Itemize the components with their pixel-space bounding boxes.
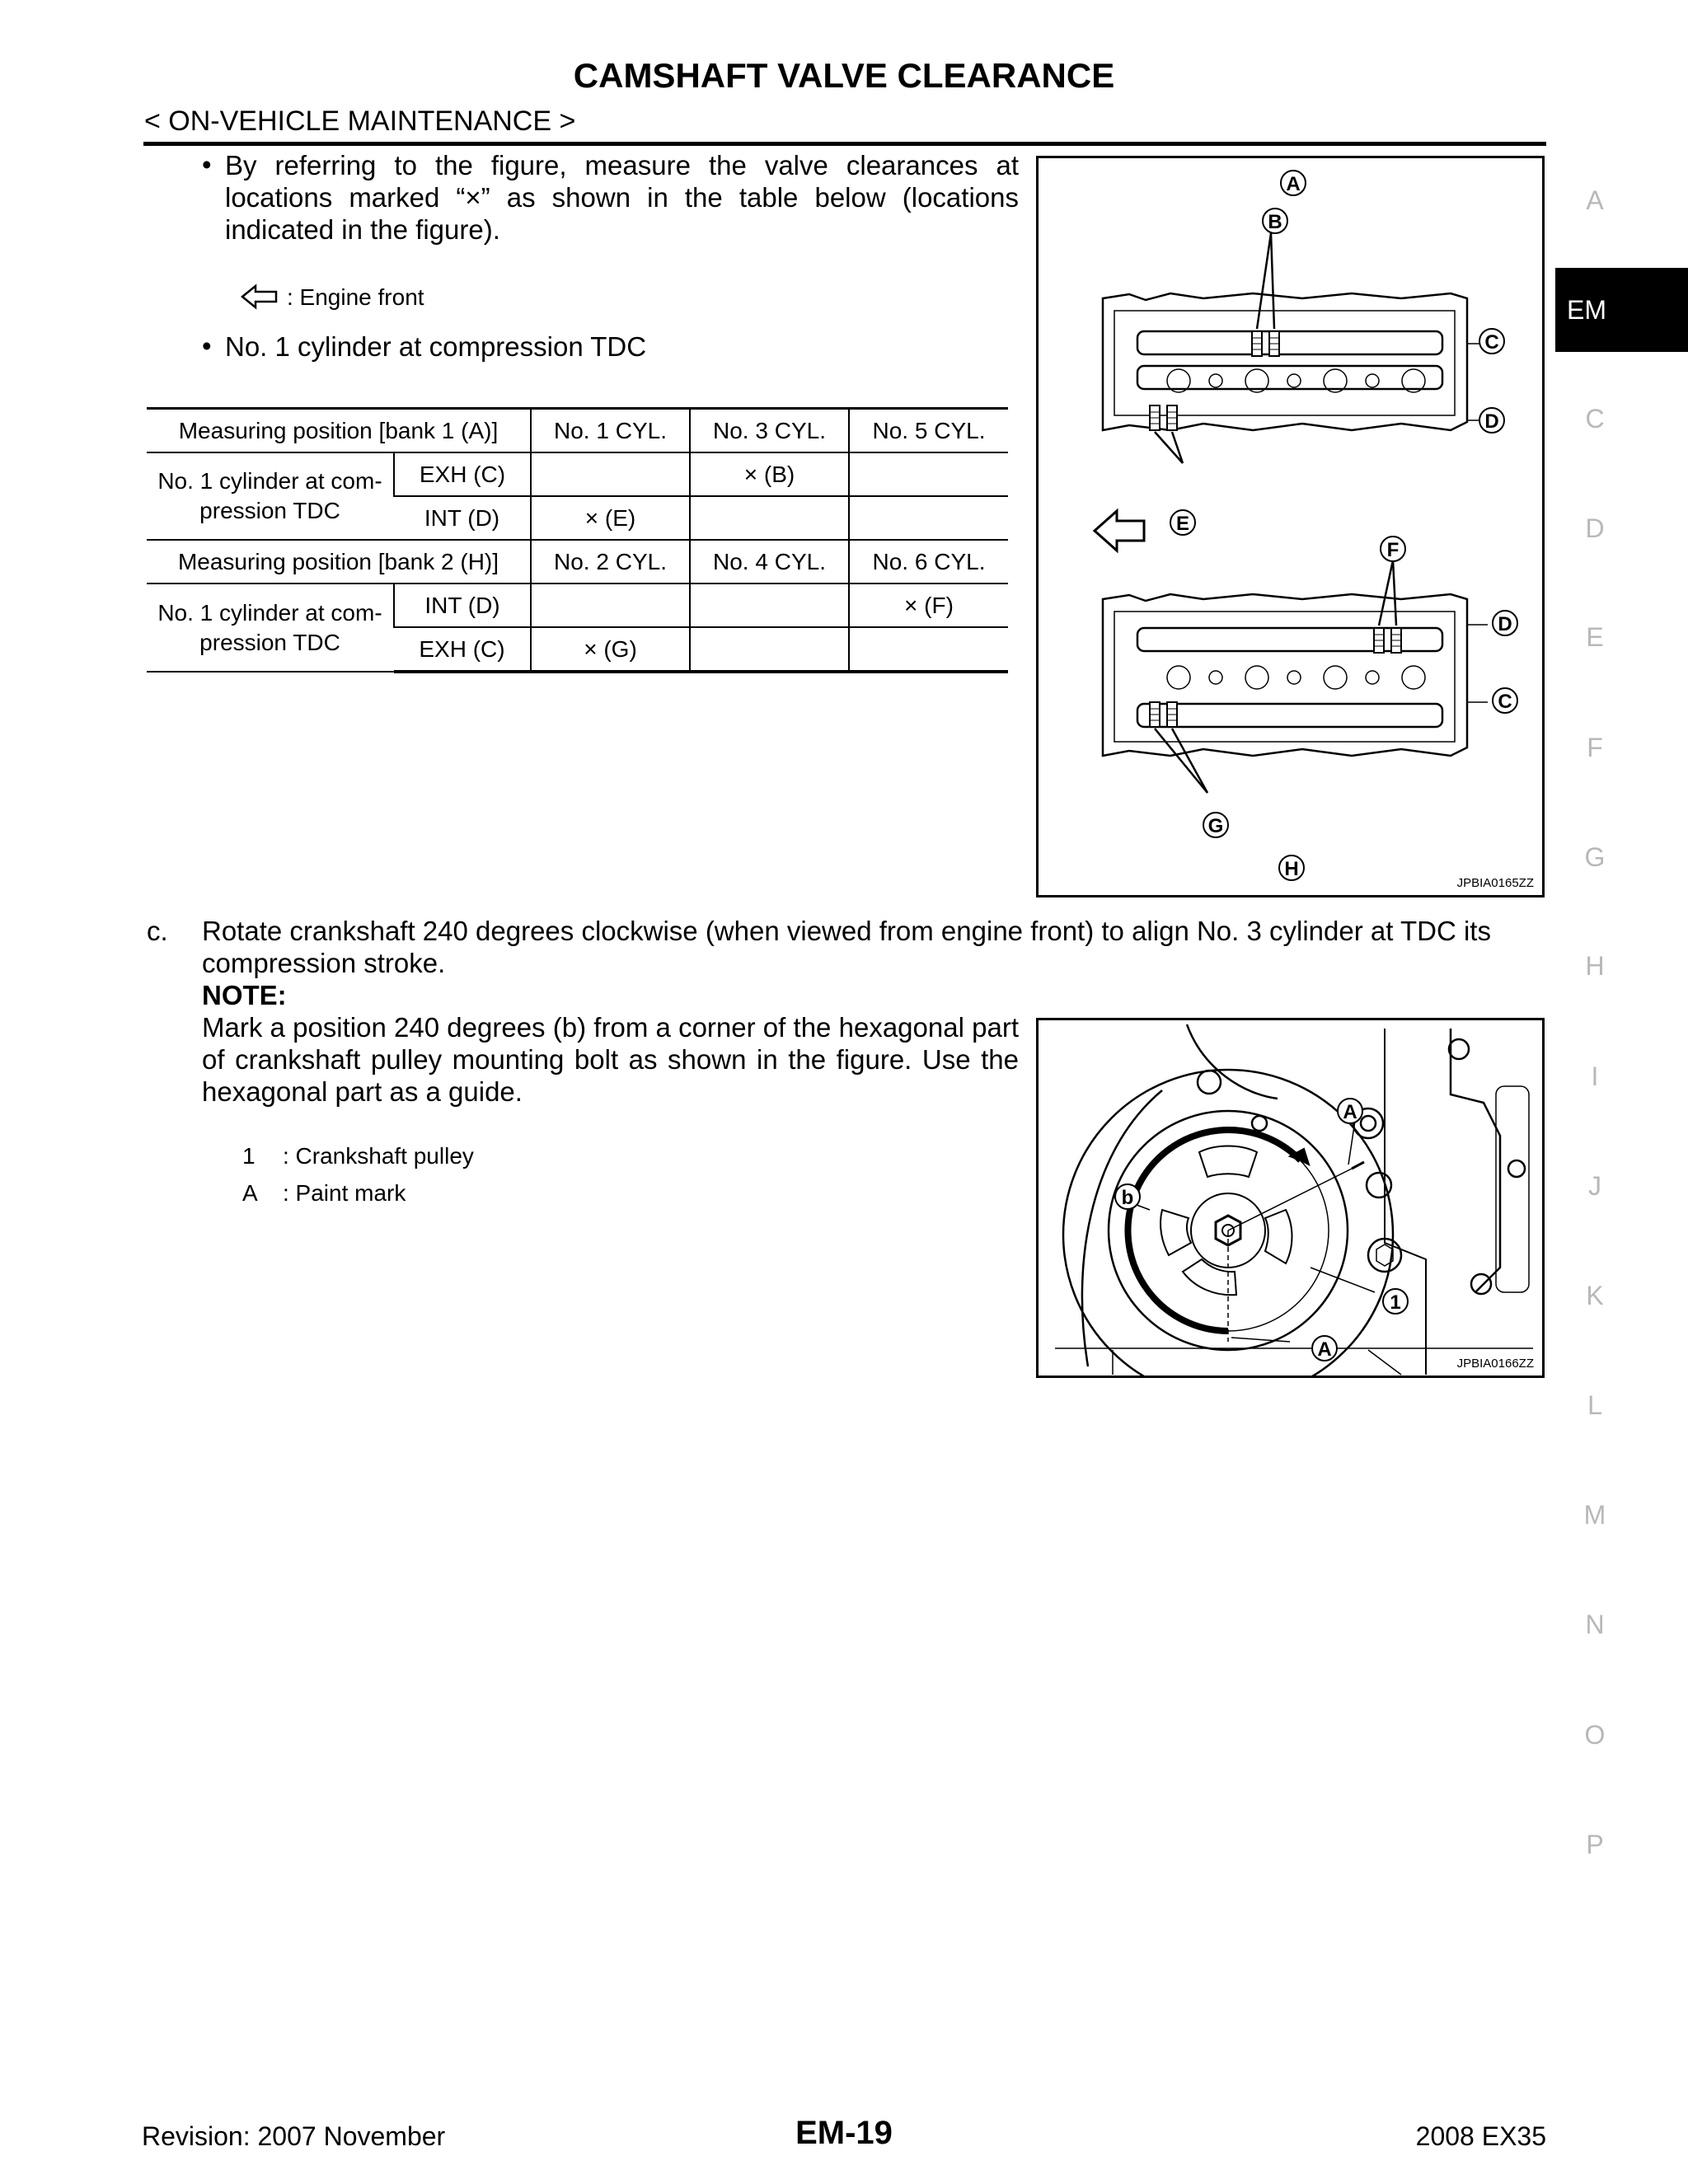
svg-text:1: 1 — [1390, 1291, 1401, 1314]
table-header-row — [147, 409, 1008, 453]
side-index-o[interactable]: O — [1584, 1720, 1606, 1750]
footer-model: 2008 EX35 — [1415, 2121, 1546, 2151]
callout-b — [1263, 209, 1287, 233]
side-index-n[interactable]: N — [1585, 1610, 1605, 1639]
side-index-d[interactable]: D — [1585, 513, 1605, 543]
callout-h — [1279, 855, 1304, 880]
table-cell — [849, 452, 1008, 496]
table-header-cell: No. 4 CYL. — [690, 540, 849, 583]
side-index-em-active[interactable]: EM — [1555, 268, 1688, 352]
side-index-l[interactable]: L — [1587, 1390, 1602, 1420]
svg-text:A: A — [1286, 173, 1301, 195]
callout-angle-b — [1115, 1184, 1140, 1209]
bullet-marker: • — [202, 330, 212, 361]
callout-c-2 — [1493, 688, 1517, 713]
callout-a — [1281, 171, 1306, 195]
table-row — [147, 452, 1008, 496]
callout-c — [1479, 329, 1504, 354]
note-label: NOTE: — [202, 980, 287, 1010]
callout-d-2 — [1493, 611, 1517, 635]
side-index-g[interactable]: G — [1584, 842, 1606, 872]
step-c-text: Rotate crankshaft 240 degrees clockwise (when viewed from engine front) to align No. 3 cylinder at TDC its compression stroke. — [202, 916, 1491, 978]
side-index-h[interactable]: H — [1585, 951, 1605, 981]
step-c-marker: c. — [147, 916, 168, 946]
table-cell — [531, 452, 690, 496]
table-header-row — [147, 540, 1008, 583]
footer-revision: Revision: 2007 November — [142, 2121, 446, 2151]
svg-text:D: D — [1498, 613, 1512, 635]
svg-text:C: C — [1498, 691, 1512, 713]
side-index-a[interactable]: A — [1586, 185, 1604, 215]
cylinder-head-figure — [1036, 156, 1545, 898]
bullet-marker: • — [202, 149, 212, 180]
side-index-j[interactable]: J — [1588, 1171, 1601, 1201]
engine-front-arrow-icon — [241, 284, 279, 310]
table-cell — [690, 583, 849, 627]
figure1-callouts — [1170, 171, 1517, 880]
svg-text:F: F — [1386, 539, 1400, 561]
valve-clearance-table — [147, 407, 1008, 673]
note-text: Mark a position 240 degrees (b) from a corner of the hexagonal part of crankshaft pulley mounting bolt as shown in the figure. Use the hexagonal part as a guide. — [202, 1012, 1019, 1107]
callout-g — [1203, 813, 1228, 837]
svg-text:A: A — [1317, 1338, 1332, 1361]
table-cell — [690, 496, 849, 540]
table-cell: × (F) — [849, 583, 1008, 627]
figure1-id: JPBIA0165ZZ — [1456, 876, 1534, 890]
legend-key: A — [242, 1180, 258, 1206]
table-header-cell: Measuring position [bank 1 (A)] — [147, 409, 531, 453]
side-index-c[interactable]: C — [1585, 404, 1605, 434]
svg-text:H: H — [1284, 858, 1299, 880]
table-cell — [849, 496, 1008, 540]
table-row — [147, 583, 1008, 627]
side-index-i[interactable]: I — [1591, 1062, 1599, 1091]
table-header-cell: No. 6 CYL. — [849, 540, 1008, 583]
svg-text:A: A — [1343, 1101, 1357, 1123]
svg-text:b: b — [1121, 1187, 1134, 1209]
figure2-id: JPBIA0166ZZ — [1456, 1357, 1534, 1371]
side-index-k[interactable]: K — [1586, 1281, 1604, 1310]
side-index-p[interactable]: P — [1586, 1830, 1604, 1859]
table-cell: EXH (C) — [394, 452, 531, 496]
table-row-label: No. 1 cylinder at com-pression TDC — [147, 452, 394, 540]
side-index-e[interactable]: E — [1586, 622, 1604, 652]
table-cell: EXH (C) — [394, 627, 531, 672]
table-cell: × (E) — [531, 496, 690, 540]
table-header-cell: Measuring position [bank 2 (H)] — [147, 540, 531, 583]
callout-pulley-1 — [1383, 1289, 1408, 1314]
callout-paint-mark-a-2 — [1312, 1336, 1337, 1361]
table-header-cell: No. 2 CYL. — [531, 540, 690, 583]
table-cell: × (B) — [690, 452, 849, 496]
section-breadcrumb: < ON-VEHICLE MAINTENANCE > — [144, 105, 576, 137]
table-cell: INT (D) — [394, 496, 531, 540]
legend-value: : Crankshaft pulley — [283, 1143, 474, 1169]
table-row-label: No. 1 cylinder at com-pression TDC — [147, 583, 394, 672]
cylinder-head-diagram — [1039, 158, 1542, 895]
crankshaft-pulley-diagram — [1039, 1020, 1542, 1376]
crankshaft-pulley-figure — [1036, 1018, 1545, 1378]
legend-key: 1 — [242, 1143, 256, 1169]
side-index-f[interactable]: F — [1587, 733, 1603, 762]
table-cell: INT (D) — [394, 583, 531, 627]
engine-front-legend: : Engine front — [287, 284, 424, 310]
bullet-tdc-text: No. 1 cylinder at compression TDC — [225, 331, 647, 362]
svg-text:G: G — [1207, 815, 1224, 837]
table-header-cell: No. 3 CYL. — [690, 409, 849, 453]
page-title: CAMSHAFT VALVE CLEARANCE — [573, 56, 1115, 95]
svg-text:B: B — [1268, 211, 1282, 233]
legend-value: : Paint mark — [283, 1180, 406, 1206]
table-cell: × (G) — [531, 627, 690, 672]
table-cell — [849, 627, 1008, 672]
header-rule — [143, 142, 1546, 146]
svg-text:D: D — [1484, 410, 1499, 433]
footer-page-number: EM-19 — [795, 2115, 893, 2151]
callout-f — [1381, 537, 1405, 561]
callout-paint-mark-a — [1338, 1099, 1362, 1123]
table-header-cell: No. 1 CYL. — [531, 409, 690, 453]
table-header-cell: No. 5 CYL. — [849, 409, 1008, 453]
callout-e — [1170, 510, 1195, 535]
side-index-m[interactable]: M — [1583, 1500, 1606, 1530]
table-cell — [531, 583, 690, 627]
svg-text:C: C — [1484, 331, 1499, 354]
svg-text:E: E — [1175, 513, 1190, 535]
callout-d — [1479, 408, 1504, 433]
bullet-measure-text: By referring to the figure, measure the valve clearances at locations marked “×” as shown in the table below (locations indicated in the figure). — [225, 150, 1019, 245]
table-cell — [690, 627, 849, 672]
